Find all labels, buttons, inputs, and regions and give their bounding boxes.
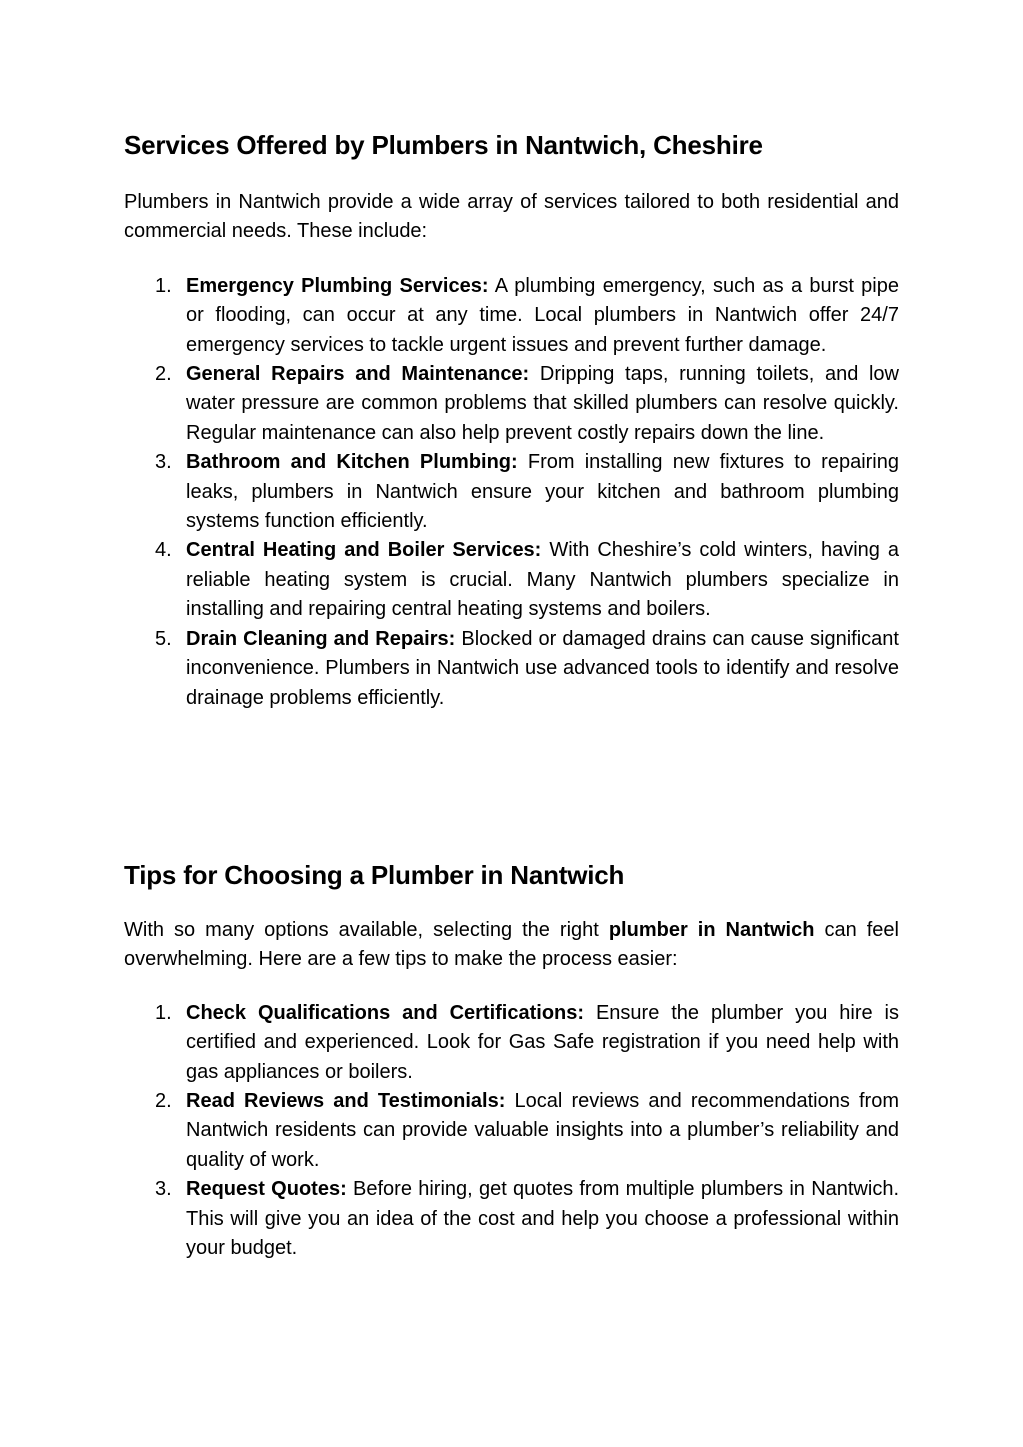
list-item-text: Dripping taps, running toilets, and low water pressure are common problems that skilled plumbers can resolve quickly. Regular maintenance can also help prevent costly repairs down the line. [186, 363, 899, 444]
list-item-text: A plumbing emergency, such as a burst pipe or flooding, can occur at any time. Local plumbers in Nantwich offer 24/7 emergency services to tackle urgent issues and prevent further damage. [186, 274, 899, 356]
section-heading: Services Offered by Plumbers in Nantwich, Cheshire [124, 130, 763, 160]
list-item-text: From installing new fixtures to repairing leaks, plumbers in Nantwich ensure your kitchen and bathroom plumbing systems function efficiently. [186, 451, 899, 533]
list-item-title: General Repairs and Maintenance: [186, 363, 530, 386]
list-number: 3. [155, 451, 172, 474]
list-item [124, 272, 899, 360]
list-item-title: Read Reviews and Testimonials: [186, 1090, 506, 1113]
section-intro: Plumbers in Nantwich provide a wide array of services tailored to both residential and commercial needs. These include: [124, 191, 899, 243]
list-number: 1. [155, 1001, 172, 1024]
list-item-text: With Cheshire’s cold winters, having a reliable heating system is crucial. Many Nantwich plumbers specialize in installing and repairing central heating systems and boilers. [186, 539, 899, 621]
services-section [124, 128, 899, 713]
list-item [124, 999, 899, 1087]
tips-section [124, 858, 899, 1263]
list-item [124, 360, 899, 448]
section-heading: Tips for Choosing a Plumber in Nantwich [124, 860, 625, 890]
list-item-title: Request Quotes: [186, 1178, 347, 1201]
list-item [124, 625, 899, 713]
list-item-text: Blocked or damaged drains can cause significant inconvenience. Plumbers in Nantwich use advanced tools to identify and resolve drainage problems efficiently. [186, 627, 899, 709]
section-intro [124, 916, 899, 975]
list-item [124, 1175, 899, 1263]
list-number: 2. [155, 363, 172, 386]
list-item-title: Central Heating and Boiler Services: [186, 539, 542, 562]
list-number: 1. [155, 274, 172, 297]
list-item-title: Bathroom and Kitchen Plumbing: [186, 451, 518, 474]
list-item-title: Drain Cleaning and Repairs: [186, 627, 456, 650]
list-item [124, 1087, 899, 1175]
list-item-text: Local reviews and recommendations from Nantwich residents can provide valuable insights into a plumber’s reliability and quality of work. [186, 1090, 899, 1171]
list-item [124, 448, 899, 536]
list-item-text: Before hiring, get quotes from multiple plumbers in Nantwich. This will give you an idea of the cost and help you choose a professional within your budget. [186, 1178, 900, 1260]
list-number: 3. [155, 1178, 172, 1201]
list-number: 2. [155, 1090, 172, 1113]
list-item [124, 536, 899, 624]
intro-bold-keyword: plumber in Nantwich [608, 919, 815, 941]
services-list [124, 272, 899, 713]
intro-text-after: can feel overwhelming. Here are a few tips to make the process easier: [124, 919, 899, 971]
tips-list [124, 999, 899, 1264]
list-item-text: Ensure the plumber you hire is certified and experienced. Look for Gas Safe registration if you need help with gas appliances or boilers. [186, 1001, 899, 1083]
list-number: 5. [155, 627, 172, 650]
list-item-title: Emergency Plumbing Services: [186, 274, 489, 297]
intro-text-before: With so many options available, selecting the right [124, 919, 609, 941]
list-number: 4. [155, 539, 172, 562]
list-item-title: Check Qualifications and Certifications: [186, 1001, 585, 1024]
